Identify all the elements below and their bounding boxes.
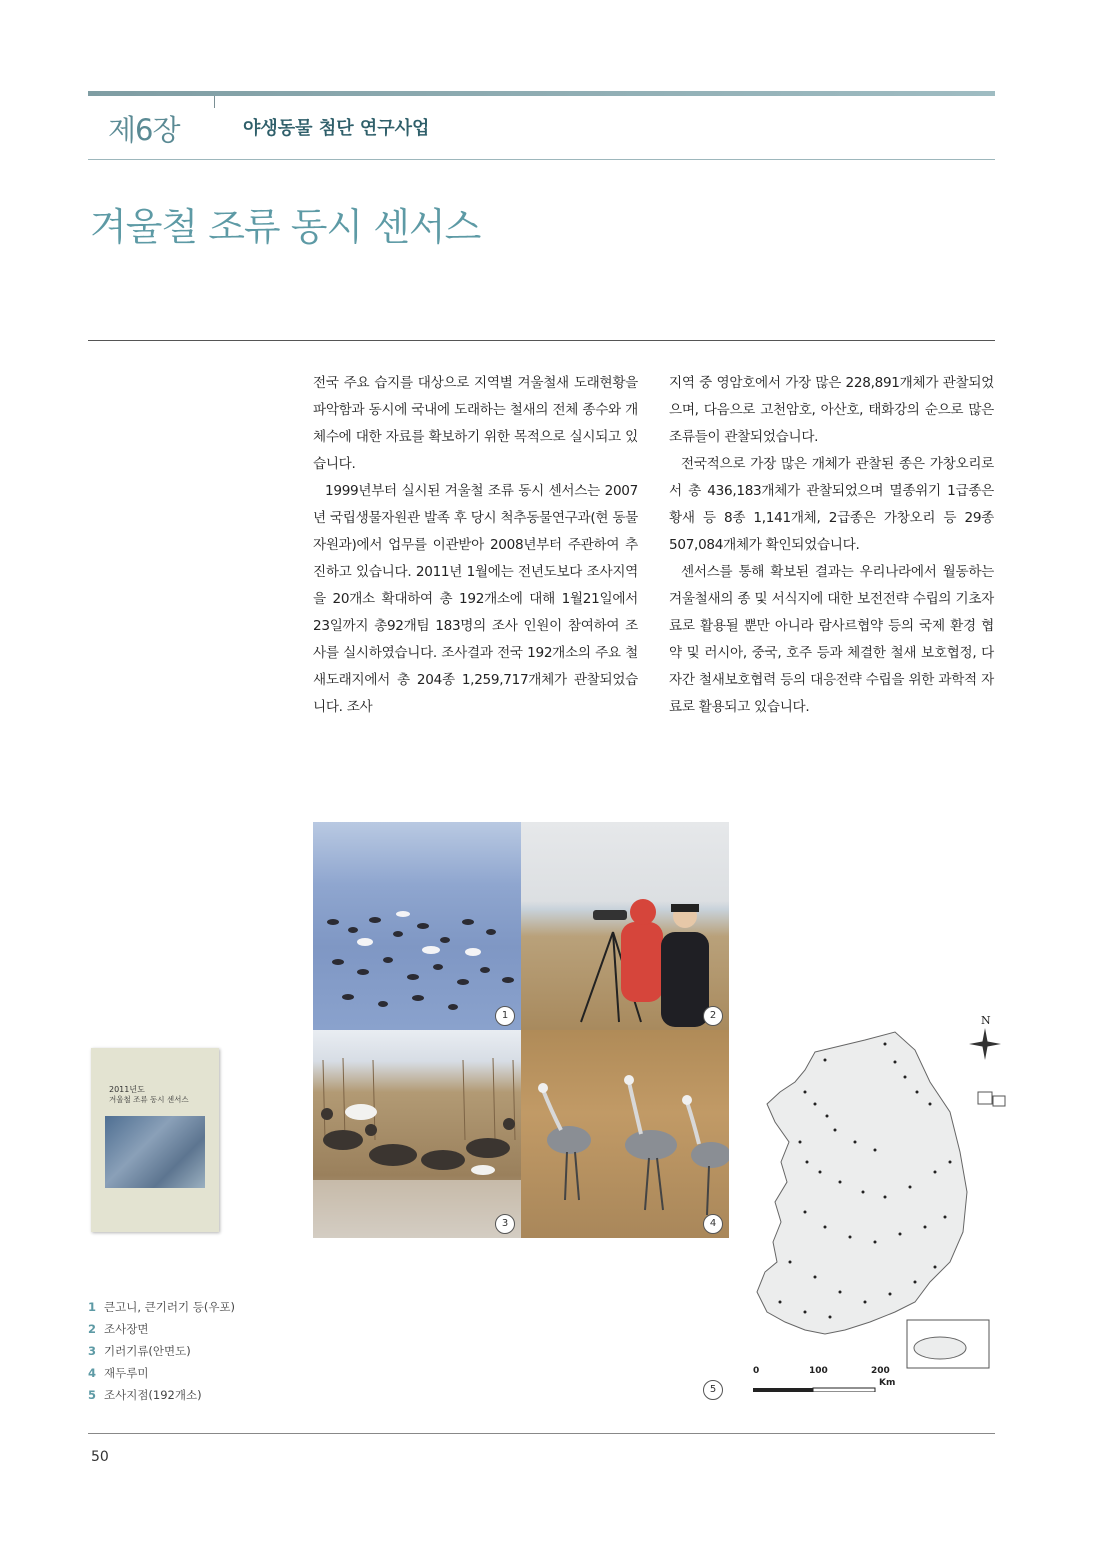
body-column-1 [313, 370, 638, 721]
body-paragraph: 전국 주요 습지를 대상으로 지역별 겨울철새 도래현황을 파악함과 동시에 국내에 도래하는 철새의 전체 종수와 개체수에 대한 자료를 확보하기 위한 목적으로 실시되고 있습니다. [313, 375, 638, 472]
chapter-number: 제6장 [108, 113, 180, 147]
cover-photo [105, 1116, 205, 1188]
header-divider [214, 96, 215, 108]
body-column-2 [669, 370, 994, 721]
photo-geese-reeds [313, 1030, 521, 1238]
photo-number-badge: 1 [495, 1006, 515, 1026]
body-paragraph: 전국적으로 가장 많은 개체가 관찰된 종은 가창오리로서 총 436,183개체가 관찰되었으며 멸종위기 1급종은 황새 등 8종 1,141개체, 2급종은 가창오리 등 29종 507,084개체가 확인되었습니다. [669, 456, 994, 553]
photo-captions [88, 1296, 235, 1406]
bird-flock-illustration [313, 822, 521, 1030]
caption-item: 1 큰고니, 큰기러기 등(우포) [88, 1300, 236, 1314]
caption-item: 4 재두루미 [88, 1366, 149, 1380]
scale-unit: Km [879, 1378, 896, 1388]
scale-label-0: 0 [753, 1366, 760, 1376]
survey-site-map [745, 1012, 1007, 1392]
photo-cranes [521, 1030, 729, 1238]
scale-label-100: 100 [809, 1366, 828, 1376]
photo-number-badge: 3 [495, 1214, 515, 1234]
crane-illustration [521, 1030, 729, 1238]
caption-item: 2 조사장면 [88, 1322, 149, 1336]
north-label: N [981, 1014, 991, 1027]
page-number: 50 [91, 1449, 109, 1465]
footer-rule [88, 1433, 995, 1434]
chapter-title: 야생동물 첨단 연구사업 [243, 118, 430, 139]
body-paragraph: 지역 중 영암호에서 가장 많은 228,891개체가 관찰되었으며, 다음으로 고천암호, 아산호, 태화강의 순으로 많은 조류들이 관찰되었습니다. [669, 375, 994, 445]
cover-year: 2011년도 [109, 1085, 145, 1094]
body-paragraph: 1999년부터 실시된 겨울철 조류 동시 센서스는 2007년 국립생물자원관 발족 후 당시 척추동물연구과(현 동물자원과)에서 업무를 이관받아 2008년부터 주관하여 추진하고 있습니다. 2011년 1월에는 전년도보다 조사지역을 20개소 확대하여 총 192개소에 대해 1월21일에서23일까지 총92개팀 183명의 조사 인원이 참여하여 조사를 실시하였습니다. 조사결과 전국 192개소의 주요 철새도래지에서 총 204종 1,259,717개체가 관찰되었습니다. 조사 [313, 483, 638, 715]
body-paragraph: 센서스를 통해 확보된 결과는 우리나라에서 월동하는 겨울철새의 종 및 서식지에 대한 보전전략 수립의 기초자료로 활용될 뿐만 아니라 람사르협약 등의 국제 환경 협약 및 러시아, 중국, 호주 등과 체결한 철새 보호협정, 다자간 철새보호협력 등의 대응전략 수립을 위한 과학적 자료로 활용되고 있습니다. [669, 564, 994, 715]
section-rule [88, 340, 995, 341]
korea-map-illustration [745, 1012, 1007, 1392]
report-cover [91, 1048, 219, 1232]
photo-swans-geese [313, 822, 521, 1030]
caption-item: 5 조사지점(192개소) [88, 1388, 202, 1402]
cover-title: 겨울철 조류 동시 센서스 [109, 1095, 189, 1104]
header-top-rule [88, 91, 995, 96]
photo-number-badge: 2 [703, 1006, 723, 1026]
page-title: 겨울철 조류 동시 센서스 [90, 205, 481, 249]
photo-number-badge: 4 [703, 1214, 723, 1234]
caption-item: 3 기러기류(안면도) [88, 1344, 191, 1358]
scale-label-200: 200 [871, 1366, 890, 1376]
header-bottom-rule [88, 159, 995, 160]
photo-survey-scene [521, 822, 729, 1030]
survey-scene-illustration [521, 822, 729, 1030]
photo-number-badge: 5 [703, 1380, 723, 1400]
geese-illustration [313, 1030, 521, 1238]
